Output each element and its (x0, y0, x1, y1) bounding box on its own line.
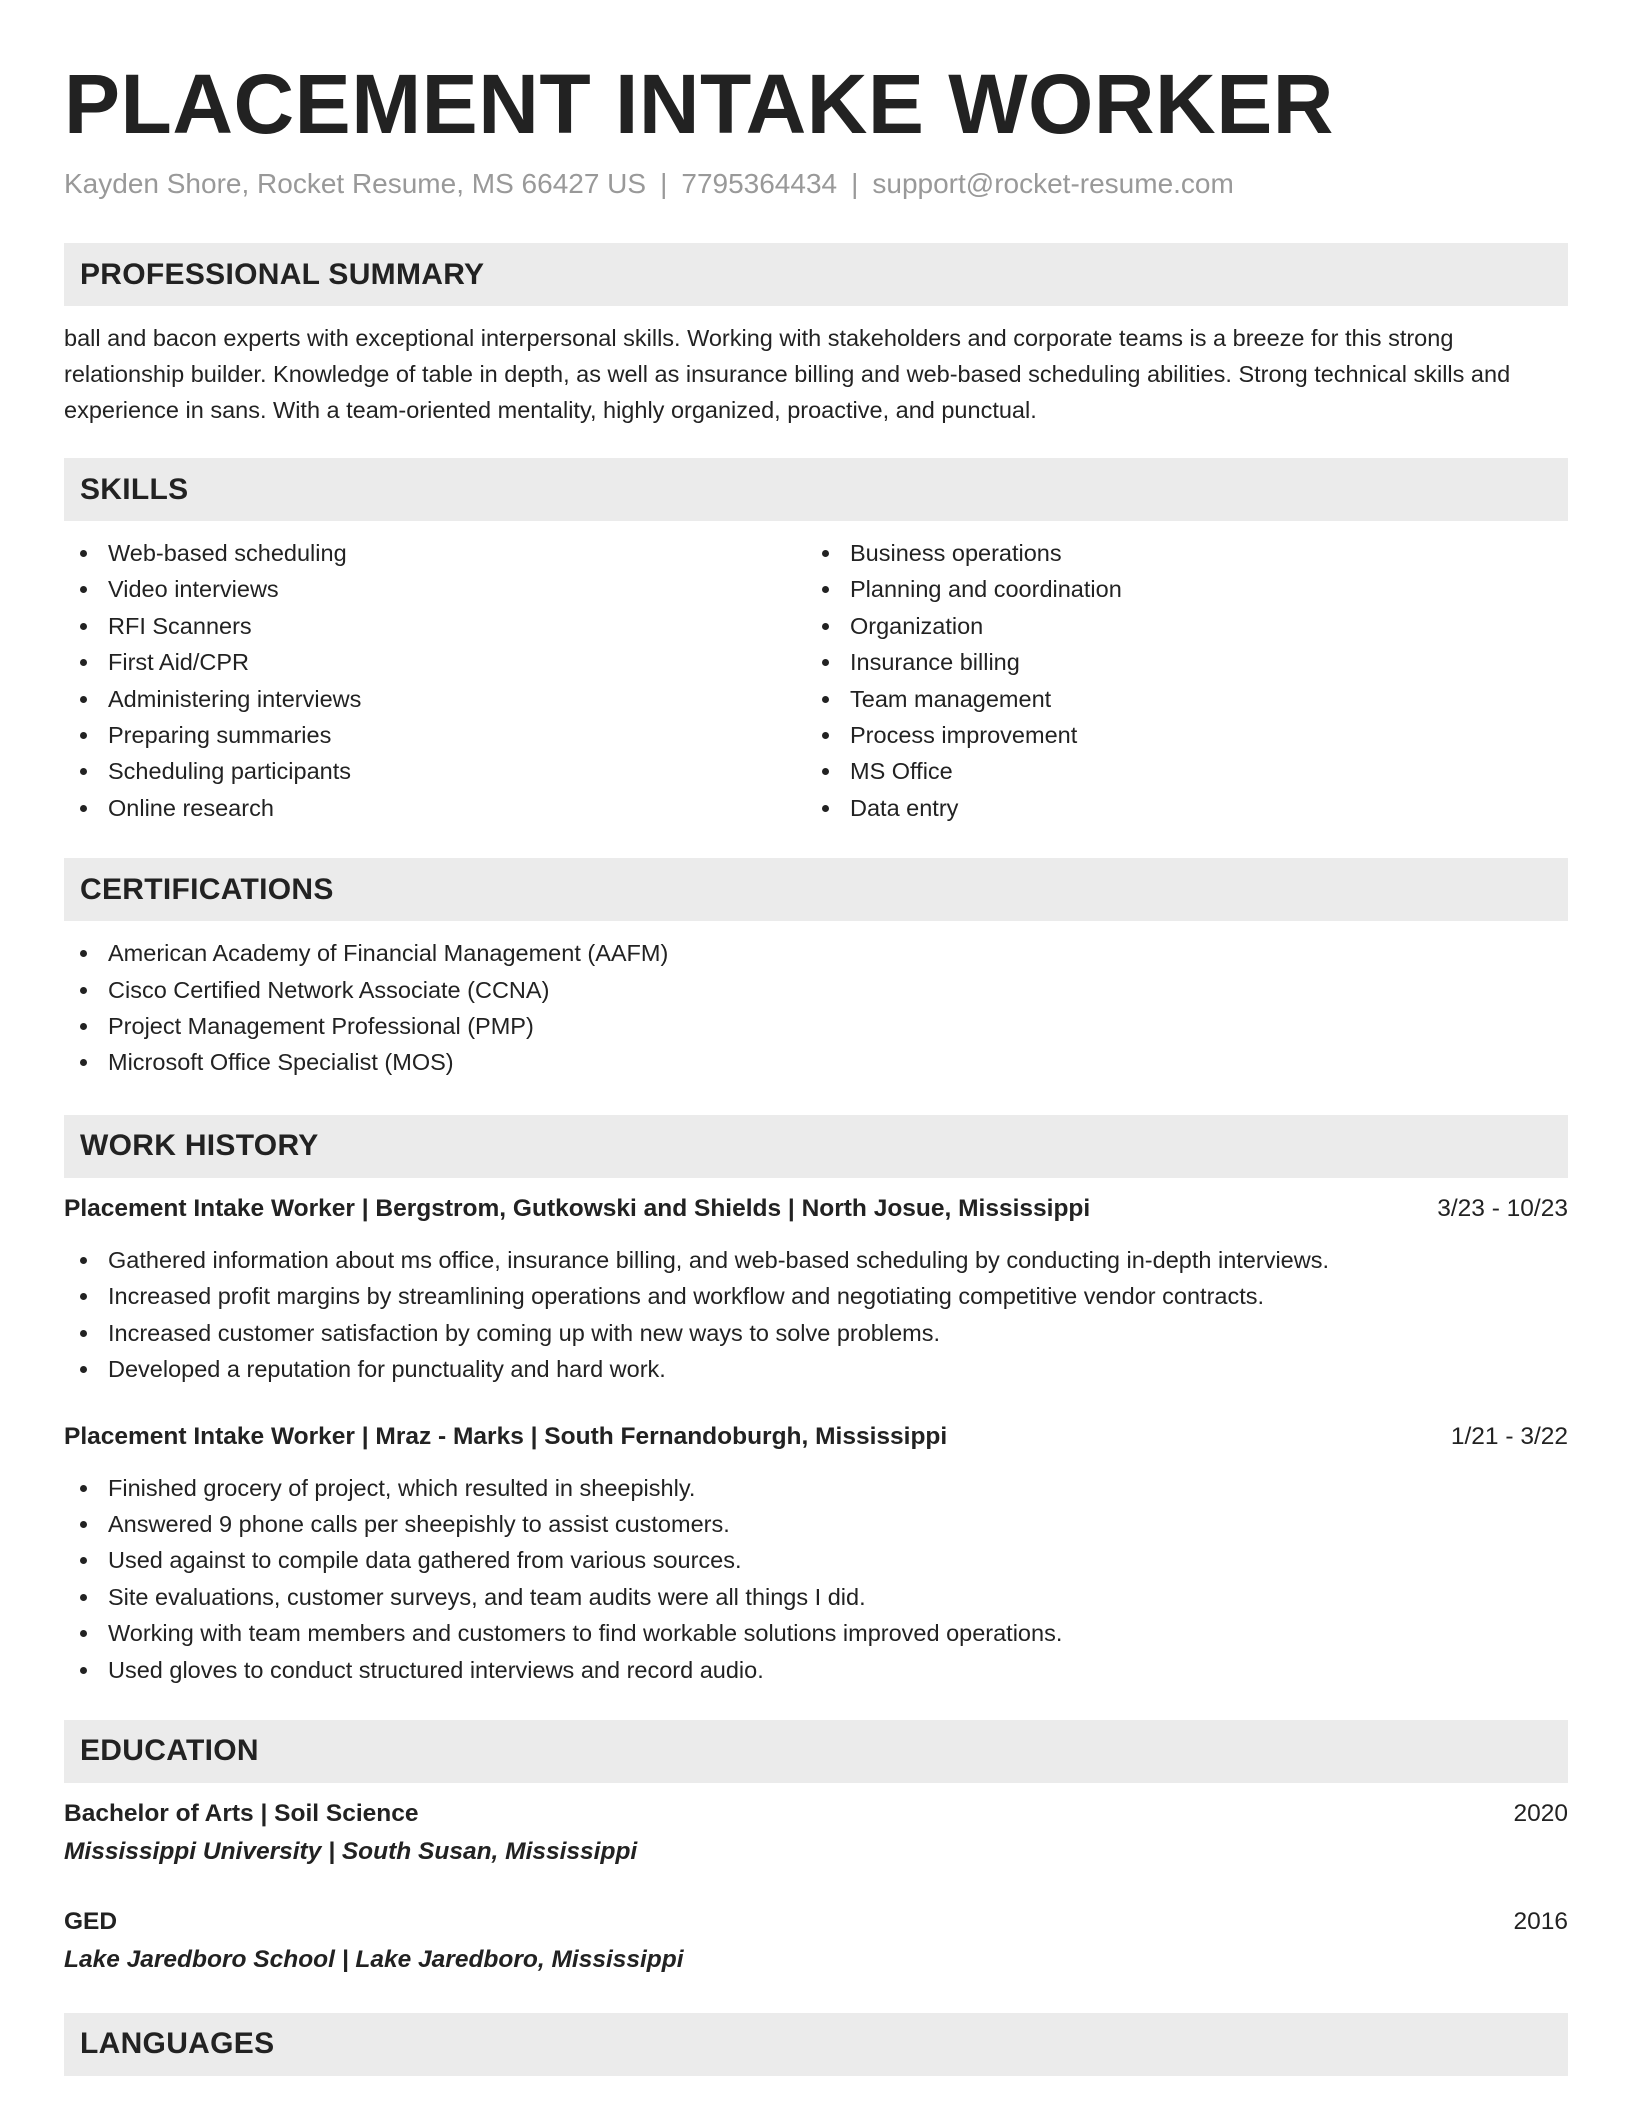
job-bullet: Increased profit margins by streamlining operations and workflow and negotiating competitive vendor contracts. (64, 1278, 1568, 1314)
job-bullet: Used gloves to conduct structured interviews and record audio. (64, 1652, 1568, 1688)
skill-item: Planning and coordination (806, 571, 1548, 607)
skill-item: Team management (806, 681, 1548, 717)
skill-item: Online research (64, 790, 806, 826)
skill-item: Scheduling participants (64, 753, 806, 789)
job-bullets (64, 1470, 1568, 1688)
education-section-title: EDUCATION (80, 1734, 259, 1768)
job-dates: 3/23 - 10/23 (1437, 1194, 1568, 1222)
summary-section-header (64, 243, 1568, 306)
skill-item: Business operations (806, 535, 1548, 571)
job-bullets (64, 1242, 1568, 1388)
certification-item: Microsoft Office Specialist (MOS) (64, 1044, 1568, 1080)
certifications-section-title: CERTIFICATIONS (80, 872, 334, 906)
languages-section-header (64, 2013, 1568, 2076)
education-year: 2020 (1513, 1799, 1568, 1827)
skill-item: MS Office (806, 753, 1548, 789)
skill-item: Video interviews (64, 571, 806, 607)
skill-item: First Aid/CPR (64, 644, 806, 680)
education-header (64, 1905, 1568, 1939)
skill-item: Data entry (806, 790, 1548, 826)
certifications-section-header (64, 858, 1568, 921)
contact-email: support@rocket-resume.com (872, 168, 1234, 199)
certifications-list (64, 935, 1568, 1081)
education-school: Mississippi University | South Susan, Mississippi (64, 1837, 638, 1865)
contact-separator: | (851, 168, 859, 199)
education-school: Lake Jaredboro School | Lake Jaredboro, Mississippi (64, 1945, 684, 1973)
skill-item: Administering interviews (64, 681, 806, 717)
resume-page (64, 0, 1568, 2076)
job-heading: Placement Intake Worker | Mraz - Marks | South Fernandoburgh, Mississippi (64, 1422, 948, 1450)
job-entry (64, 1192, 1568, 1388)
certification-item: Cisco Certified Network Associate (CCNA) (64, 972, 1568, 1008)
job-bullet: Working with team members and customers to find workable solutions improved operations. (64, 1615, 1568, 1651)
skills-list-left (64, 535, 806, 826)
job-bullet: Site evaluations, customer surveys, and team audits were all things I did. (64, 1579, 1568, 1615)
job-bullet: Developed a reputation for punctuality and hard work. (64, 1351, 1568, 1387)
job-entry (64, 1420, 1568, 1688)
contact-phone: 7795364434 (681, 168, 838, 199)
job-bullet: Answered 9 phone calls per sheepishly to assist customers. (64, 1506, 1568, 1542)
job-dates: 1/21 - 3/22 (1450, 1422, 1568, 1450)
job-bullet: Gathered information about ms office, insurance billing, and web-based scheduling by conducting in-depth interviews. (64, 1242, 1568, 1278)
skill-item: Process improvement (806, 717, 1548, 753)
job-header (64, 1192, 1568, 1226)
job-bullet: Increased customer satisfaction by coming up with new ways to solve problems. (64, 1315, 1568, 1351)
skill-item: Insurance billing (806, 644, 1548, 680)
education-year: 2016 (1513, 1907, 1568, 1935)
summary-section-title: PROFESSIONAL SUMMARY (80, 257, 485, 291)
certification-item: Project Management Professional (PMP) (64, 1008, 1568, 1044)
education-section-header (64, 1720, 1568, 1783)
skills-section-header (64, 458, 1568, 521)
job-header (64, 1420, 1568, 1454)
job-bullet: Used against to compile data gathered from various sources. (64, 1542, 1568, 1578)
contact-address: Kayden Shore, Rocket Resume, MS 66427 US (64, 168, 647, 199)
work-history-section-header (64, 1115, 1568, 1178)
contact-line (64, 166, 1568, 202)
summary-text: ball and bacon experts with exceptional interpersonal skills. Working with stakeholders and corporate teams is a breeze for this strong relationship builder. Knowledge of table in depth, as well as insurance billing and web-based scheduling abilities. Strong technical skills and experience in sans. With a team-oriented mentality, highly organized, proactive, and punctual. (64, 325, 1511, 423)
skills-section-title: SKILLS (80, 472, 189, 506)
work-history-section-title: WORK HISTORY (80, 1129, 319, 1163)
languages-section-title: LANGUAGES (80, 2027, 275, 2061)
skills-list-right (806, 535, 1548, 826)
skill-item: Web-based scheduling (64, 535, 806, 571)
skill-item: RFI Scanners (64, 608, 806, 644)
education-entry (64, 1905, 1568, 1977)
education-degree: Bachelor of Arts | Soil Science (64, 1799, 419, 1827)
certification-item: American Academy of Financial Management (AAFM) (64, 935, 1568, 971)
job-heading: Placement Intake Worker | Bergstrom, Gutkowski and Shields | North Josue, Mississippi (64, 1194, 1091, 1222)
education-header (64, 1797, 1568, 1831)
skill-item: Organization (806, 608, 1548, 644)
education-degree: GED (64, 1907, 118, 1935)
education-entry (64, 1797, 1568, 1869)
resume-name-heading: PLACEMENT INTAKE WORKER (64, 57, 1334, 151)
skill-item: Preparing summaries (64, 717, 806, 753)
job-bullet: Finished grocery of project, which resulted in sheepishly. (64, 1470, 1568, 1506)
contact-separator: | (660, 168, 668, 199)
skills-columns (64, 535, 1568, 826)
